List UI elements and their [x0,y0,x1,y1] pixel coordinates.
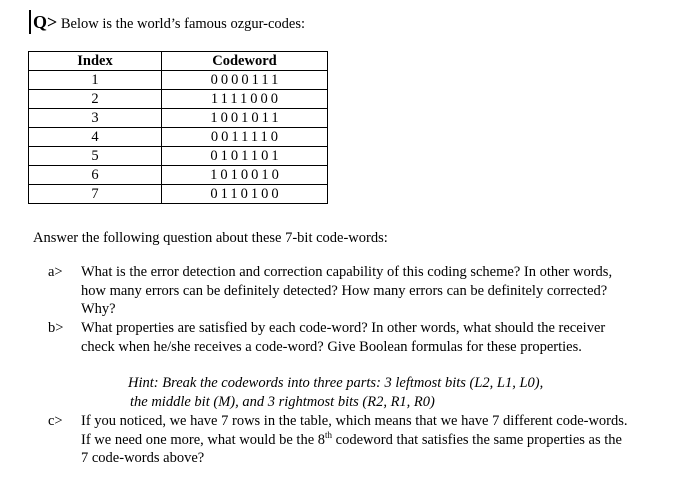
part-a [48,263,628,319]
codeword-cell: 1010010 [162,166,328,185]
codeword-cell: 0101101 [162,147,328,166]
part-c [48,412,628,468]
index-header: Index [29,52,162,71]
hint-line-2: the middle bit (M), and 3 rightmost bits (R2, R1, R0) [130,393,435,410]
table-row [29,90,328,109]
codeword-cell: 1111000 [162,90,328,109]
part-c-marker: c> [48,413,63,429]
index-cell: 3 [29,109,162,128]
codeword-cell: 0000111 [162,71,328,90]
index-cell: 4 [29,128,162,147]
part-b-marker: b> [48,320,64,336]
part-b-text: What properties are satisfied by each code-word? In other words, what should the receiver check when he/she receives a code-word? Give Boolean formulas for these properties. [81,320,606,355]
part-c-superscript: th [325,429,333,440]
part-b [48,319,628,356]
codeword-header: Codeword [162,52,328,71]
index-cell: 7 [29,185,162,204]
table-row [29,71,328,90]
part-a-text: What is the error detection and correction capability of this coding scheme? In other words, how many errors can be definitely detected? How many errors can be definitely corrected? Why? [81,264,613,317]
text-cursor [29,10,31,34]
question-intro: Below is the world’s famous ozgur-codes: [57,16,306,32]
table-row [29,147,328,166]
hint-text [128,374,638,411]
instruction-text: Answer the following question about these 7-bit code-words: [33,230,388,246]
codeword-cell: 0011110 [162,128,328,147]
part-c-text [81,412,628,468]
codeword-cell: 0110100 [162,185,328,204]
table-row [29,166,328,185]
question-header [33,12,305,34]
index-cell: 1 [29,71,162,90]
hint-line-1: Hint: Break the codewords into three parts: 3 leftmost bits (L2, L1, L0), [128,375,544,391]
question-mark: Q> [33,12,58,32]
table-row [29,185,328,204]
part-c-text-before: If you noticed, we have 7 rows in the table, which means that we have 7 different code-words. If we need one more, what would be the 8 [81,413,628,448]
index-cell: 2 [29,90,162,109]
table-row [29,109,328,128]
codeword-cell: 1001011 [162,109,328,128]
codeword-table [28,51,328,204]
part-a-marker: a> [48,264,63,280]
table-row [29,128,328,147]
index-cell: 5 [29,147,162,166]
index-cell: 6 [29,166,162,185]
part-c-text-after: codeword that satisfies the same properties as the 7 code-words above? [81,431,622,466]
table-header-row [29,52,328,71]
